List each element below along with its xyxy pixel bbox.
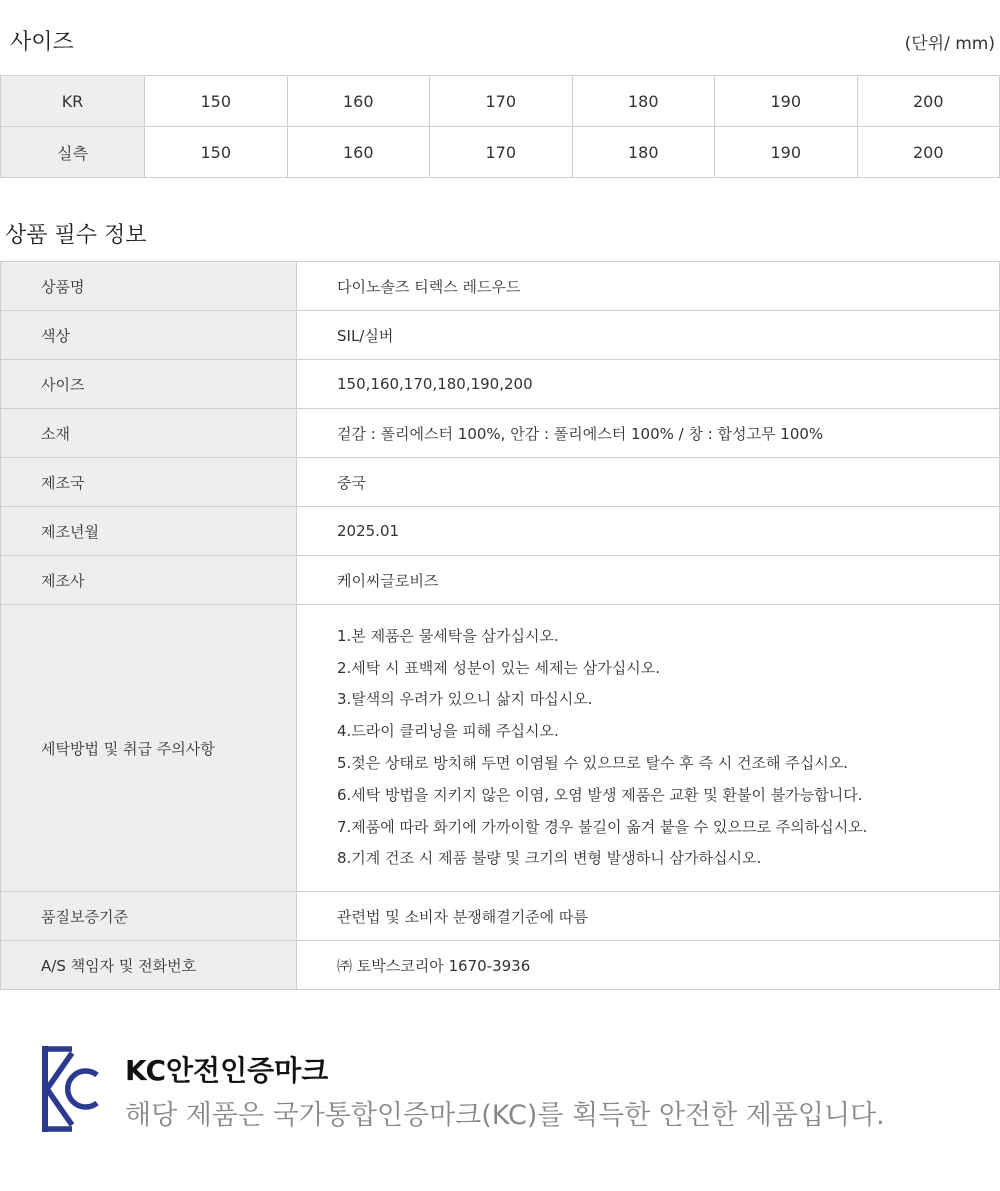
info-value: 2025.01 [297, 507, 1000, 556]
info-label: 제조사 [1, 556, 297, 605]
size-unit-label: (단위/ mm) [904, 34, 995, 54]
info-label: 사이즈 [1, 360, 297, 409]
size-cell: 170 [430, 127, 573, 178]
size-cell: 150 [145, 76, 288, 127]
info-value: ㈜ 토박스코리아 1670-3936 [297, 941, 1000, 990]
care-item: 6.세탁 방법을 지키지 않은 이염, 오염 발생 제품은 교환 및 환불이 불가능합니다. [337, 785, 863, 804]
care-instructions-cell [297, 605, 1000, 892]
info-row-quality-standard [1, 892, 1000, 941]
size-row-kr [1, 76, 1000, 127]
info-row-product-name [1, 262, 1000, 311]
size-cell: 200 [857, 76, 1000, 127]
care-item: 1.본 제품은 물세탁을 삼가십시오. [337, 626, 559, 645]
size-cell: 200 [857, 127, 1000, 178]
info-row-care-instructions [1, 605, 1000, 892]
size-cell: 160 [287, 76, 430, 127]
size-section-header [0, 0, 1000, 75]
size-row-label: 실측 [1, 127, 145, 178]
info-value: SIL/실버 [297, 311, 1000, 360]
size-cell: 150 [145, 127, 288, 178]
info-value: 150,160,170,180,190,200 [297, 360, 1000, 409]
size-cell: 180 [572, 127, 715, 178]
info-value: 관련법 및 소비자 분쟁해결기준에 따름 [297, 892, 1000, 941]
care-item: 7.제품에 따라 화기에 가까이할 경우 불길이 옮겨 붙을 수 있으므로 주의하십시오. [337, 817, 868, 836]
info-value: 다이노솔즈 티렉스 레드우드 [297, 262, 1000, 311]
info-label: 제조국 [1, 458, 297, 507]
kc-mark-icon [42, 1045, 100, 1133]
info-label: 색상 [1, 311, 297, 360]
product-info-title: 상품 필수 정보 [5, 223, 147, 248]
size-table [0, 75, 1000, 178]
kc-description: 해당 제품은 국가통합인증마크(KC)를 획득한 안전한 제품입니다. [125, 1100, 885, 1131]
care-item: 5.젖은 상태로 방치해 두면 이염될 수 있으므로 탈수 후 즉 시 건조해 주십시오. [337, 754, 848, 772]
care-item: 4.드라이 클리닝을 피해 주십시오. [337, 722, 559, 741]
size-cell: 160 [287, 127, 430, 178]
info-value: 케이씨글로비즈 [297, 556, 1000, 605]
info-label: 제조년월 [1, 507, 297, 556]
care-item: 3.탈색의 우려가 있으니 삶지 마십시오. [337, 690, 593, 709]
info-row-color [1, 311, 1000, 360]
info-label: 세탁방법 및 취급 주의사항 [1, 605, 297, 892]
info-row-size [1, 360, 1000, 409]
care-item: 8.기계 건조 시 제품 불량 및 크기의 변형 발생하니 삼가하십시오. [337, 849, 762, 868]
care-instructions-list [337, 621, 999, 875]
info-value: 겉감 : 폴리에스터 100%, 안감 : 폴리에스터 100% / 창 : 합성고무 100% [297, 409, 1000, 458]
size-row-label: KR [1, 76, 145, 127]
info-row-manufacturer [1, 556, 1000, 605]
product-info-table [0, 261, 1000, 990]
size-cell: 180 [572, 76, 715, 127]
size-section-title: 사이즈 [10, 30, 74, 55]
size-cell: 170 [430, 76, 573, 127]
info-label: 품질보증기준 [1, 892, 297, 941]
size-row-measured [1, 127, 1000, 178]
size-cell: 190 [715, 76, 858, 127]
info-row-manufacture-date [1, 507, 1000, 556]
info-label: 상품명 [1, 262, 297, 311]
info-row-country [1, 458, 1000, 507]
size-cell: 190 [715, 127, 858, 178]
care-item: 2.세탁 시 표백제 성분이 있는 세제는 삼가십시오. [337, 658, 660, 677]
info-label: A/S 책임자 및 전화번호 [1, 941, 297, 990]
kc-title: KC안전인증마크 [125, 1054, 329, 1087]
info-label: 소재 [1, 409, 297, 458]
info-row-material [1, 409, 1000, 458]
info-row-as-contact [1, 941, 1000, 990]
info-value: 중국 [297, 458, 1000, 507]
